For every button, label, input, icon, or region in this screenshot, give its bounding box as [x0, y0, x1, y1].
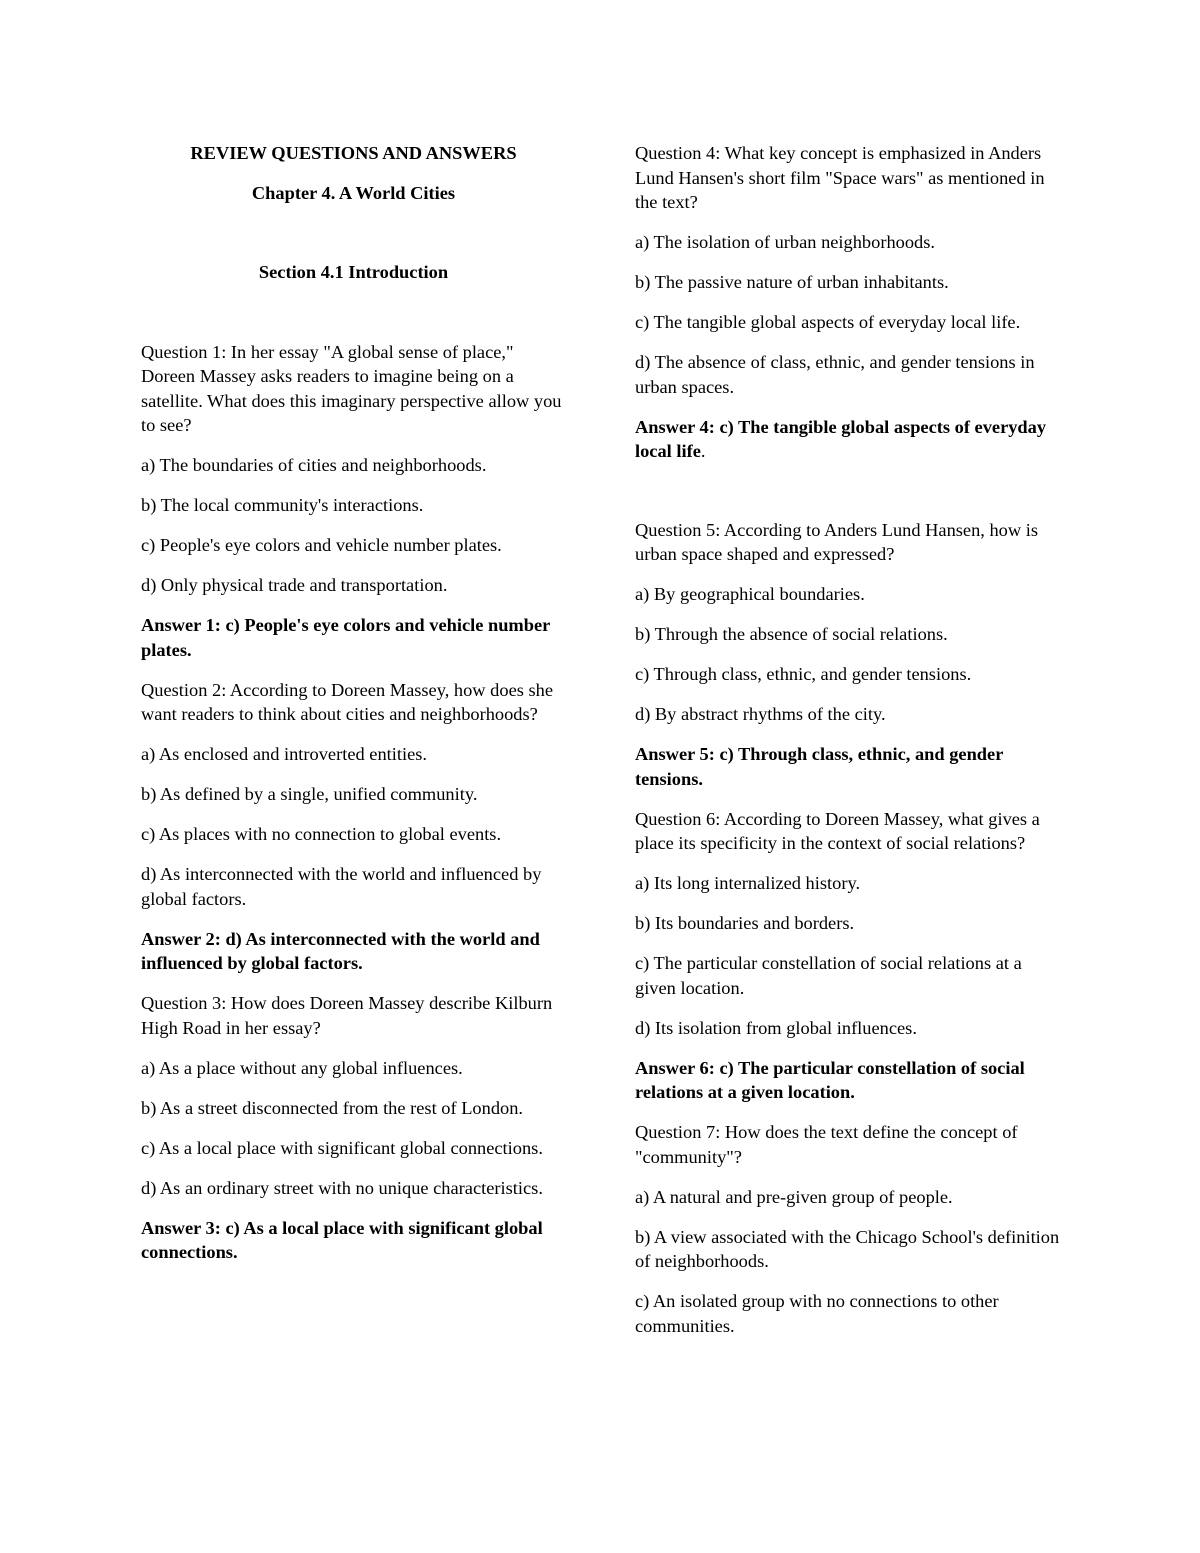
- question-2-option-a: a) As enclosed and introverted entities.: [141, 744, 427, 764]
- question-1-option-c: c) People's eye colors and vehicle number plates.: [141, 535, 502, 555]
- question-7: Question 7: How does the text define the concept of "community"?: [635, 1122, 1018, 1167]
- question-6-option-a: a) Its long internalized history.: [635, 873, 861, 893]
- answer-4-text: Answer 4: c) The tangible global aspects of everyday local life: [635, 416, 1047, 461]
- chapter-heading: Chapter 4. A World Cities: [251, 182, 456, 203]
- right-column: [635, 141, 1060, 1354]
- question-6-option-b: b) Its boundaries and borders.: [635, 913, 855, 933]
- question-6-option-c: c) The particular constellation of social relations at a given location.: [635, 953, 1022, 998]
- question-3: Question 3: How does Doreen Massey describe Kilburn High Road in her essay?: [141, 993, 553, 1038]
- answer-5: Answer 5: c) Through class, ethnic, and gender tensions.: [635, 744, 1004, 789]
- answer-2: Answer 2: d) As interconnected with the world and influenced by global factors.: [141, 928, 540, 973]
- question-5-option-c: c) Through class, ethnic, and gender tensions.: [635, 664, 972, 684]
- question-2-option-b: b) As defined by a single, unified community.: [141, 784, 478, 804]
- question-6: Question 6: According to Doreen Massey, what gives a place its specificity in the context of social relations?: [635, 808, 1040, 853]
- question-7-option-b: b) A view associated with the Chicago School's definition of neighborhoods.: [635, 1226, 1060, 1271]
- question-4: Question 4: What key concept is emphasized in Anders Lund Hansen's short film "Space wars" as mentioned in the text?: [635, 143, 1045, 212]
- question-7-option-a: a) A natural and pre-given group of people.: [635, 1186, 953, 1207]
- answer-4: [635, 415, 1060, 464]
- question-5-option-a: a) By geographical boundaries.: [635, 584, 865, 604]
- question-3-option-d: d) As an ordinary street with no unique characteristics.: [141, 1177, 543, 1198]
- question-5-option-b: b) Through the absence of social relations.: [635, 624, 948, 644]
- answer-3: Answer 3: c) As a local place with significant global connections.: [141, 1217, 543, 1262]
- question-4-option-d: d) The absence of class, ethnic, and gender tensions in urban spaces.: [635, 352, 1035, 397]
- question-4-option-a: a) The isolation of urban neighborhoods.: [635, 232, 935, 252]
- document-title: REVIEW QUESTIONS AND ANSWERS: [190, 143, 517, 163]
- question-2: Question 2: According to Doreen Massey, how does she want readers to think about cities and neighborhoods?: [141, 679, 554, 724]
- answer-4-period: .: [700, 441, 706, 461]
- question-1-option-a: a) The boundaries of cities and neighborhoods.: [141, 455, 487, 475]
- question-2-option-c: c) As places with no connection to global events.: [141, 824, 502, 844]
- answer-1: Answer 1: c) People's eye colors and vehicle number plates.: [141, 615, 550, 660]
- question-3-option-a: a) As a place without any global influences.: [141, 1057, 463, 1078]
- question-3-option-c: c) As a local place with significant global connections.: [141, 1137, 543, 1158]
- question-3-option-b: b) As a street disconnected from the rest of London.: [141, 1097, 524, 1118]
- section-heading: Section 4.1 Introduction: [258, 262, 449, 282]
- question-1-option-d: d) Only physical trade and transportation.: [141, 575, 448, 595]
- left-column: [141, 141, 566, 1280]
- question-4-option-b: b) The passive nature of urban inhabitants.: [635, 272, 949, 292]
- question-5: Question 5: According to Anders Lund Hansen, how is urban space shaped and expressed?: [635, 519, 1039, 564]
- question-7-option-c: c) An isolated group with no connections to other communities.: [635, 1291, 999, 1336]
- question-5-option-d: d) By abstract rhythms of the city.: [635, 704, 886, 724]
- question-6-option-d: d) Its isolation from global influences.: [635, 1017, 917, 1038]
- question-1-option-b: b) The local community's interactions.: [141, 495, 424, 515]
- question-4-option-c: c) The tangible global aspects of everyday local life.: [635, 312, 1021, 332]
- question-2-option-d: d) As interconnected with the world and influenced by global factors.: [141, 864, 542, 909]
- answer-6: Answer 6: c) The particular constellation of social relations at a given location.: [635, 1057, 1025, 1102]
- question-1: Question 1: In her essay "A global sense of place," Doreen Massey asks readers to imagine being on a satellite. What does this imaginary perspective allow you to see?: [141, 341, 562, 435]
